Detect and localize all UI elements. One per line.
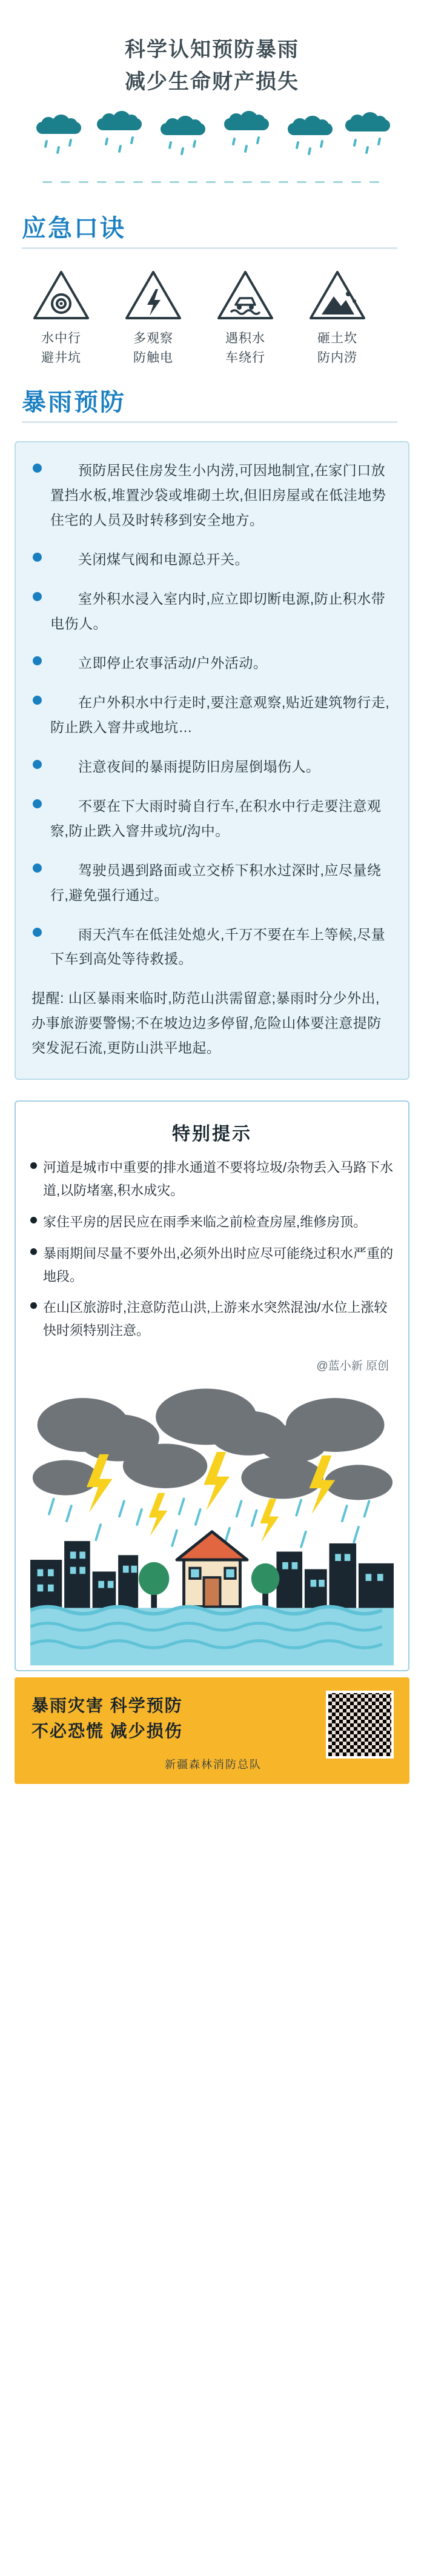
prevention-text: 在户外积水中行走时,要注意观察,贴近建筑物行走,防止跌入窨井或地坑… [50, 694, 390, 735]
cloud-icon [36, 115, 81, 135]
qr-code-pattern [328, 1693, 391, 1756]
cloud-icon [97, 111, 142, 131]
list-item [31, 754, 393, 779]
prevention-card [15, 441, 409, 1080]
rain-cloud-decoration [30, 108, 394, 175]
bullet-dot-icon [30, 1162, 37, 1169]
header-line-2: 减少生命财产损失 [125, 70, 299, 93]
list-item [31, 922, 393, 972]
list-item [30, 1211, 394, 1234]
bullet-dot-icon [33, 656, 42, 665]
mnemonic-caption-4 [304, 329, 371, 367]
bullet-dot-icon [33, 864, 42, 873]
whirlpool-warning-icon [32, 270, 90, 321]
bullet-dot-icon [33, 696, 42, 705]
section-title-prevention: 暴雨预防 [22, 389, 126, 416]
prevention-text: 注意夜间的暴雨提防旧房屋倒塌伤人。 [78, 758, 320, 774]
cloud-icon [288, 116, 333, 136]
bullet-dot-icon [33, 760, 42, 769]
footer-banner [15, 1677, 409, 1784]
prevention-text: 预防居民住房发生小内涝,可因地制宜,在家门口放置挡水板,堆置沙袋或堆砌土坎,但旧房屋或在低洼地势住宅的人员及时转移到安全地方。 [50, 462, 386, 528]
caption-line-1: 遇积水 [225, 331, 265, 346]
cloud-icon [224, 111, 269, 131]
dashed-divider [42, 179, 382, 187]
special-tips-card [15, 1100, 409, 1671]
list-item [30, 1296, 394, 1342]
caption-line-1: 砸土坎 [317, 331, 357, 346]
bullet-dot-icon [30, 1302, 37, 1309]
landslide-warning-icon [308, 270, 366, 321]
list-item [30, 1242, 394, 1288]
title-rule [22, 421, 397, 423]
mnemonic-caption-1 [28, 329, 94, 367]
footer-line-1: 暴雨灾害 科学预防 [31, 1696, 183, 1715]
caption-line-1: 多观察 [133, 331, 173, 346]
mnemonic-item-4 [304, 270, 371, 367]
special-text: 在山区旅游时,注意防范山洪,上游来水突然混浊/水位上涨较快时须特别注意。 [43, 1300, 388, 1339]
caption-line-2: 避井坑 [41, 350, 81, 365]
cloud-icon [161, 116, 205, 136]
prevention-text: 立即停止农事活动/户外活动。 [78, 655, 268, 671]
list-item [31, 794, 393, 844]
mnemonic-item-2 [120, 270, 187, 367]
cloud-icon [345, 112, 390, 133]
mnemonic-caption-2 [120, 329, 187, 367]
bullet-dot-icon [33, 464, 42, 473]
flooded-car-warning-icon [216, 270, 274, 321]
special-text: 河道是城市中重要的排水通道不要将垃圾/杂物丢入马路下水道,以防堵塞,积水成灾。 [43, 1160, 394, 1199]
bullet-dot-icon [33, 799, 42, 808]
special-text: 家住平房的居民应在雨季来临之前检查房屋,维修房顶。 [43, 1214, 367, 1230]
prevention-text: 室外积水浸入室内时,应立即切断电源,防止积水带电伤人。 [50, 591, 386, 632]
mnemonic-icon-row [0, 249, 424, 367]
list-item [31, 651, 393, 676]
list-item [31, 587, 393, 636]
footer-org: 新疆森林消防总队 [165, 1758, 262, 1771]
bullet-dot-icon [30, 1217, 37, 1223]
special-text: 暴雨期间尽量不要外出,必须外出时应尽可能绕过积水严重的地段。 [43, 1245, 394, 1284]
list-item [31, 547, 393, 572]
list-item [30, 1156, 394, 1202]
mnemonic-item-3 [212, 270, 279, 367]
qr-code[interactable] [326, 1691, 394, 1759]
lightning-warning-icon [124, 270, 182, 321]
prevention-text: 关闭煤气阀和电源总开关。 [78, 551, 249, 568]
section-prevention [0, 367, 424, 1080]
list-item [31, 858, 393, 908]
caption-line-2: 防内涝 [317, 350, 357, 365]
list-item [31, 458, 393, 533]
poster-header [0, 0, 424, 193]
list-item [31, 690, 393, 740]
prevention-text: 雨天汽车在低洼处熄火,千万不要在车上等候,尽量下车到高处等待救援。 [50, 926, 386, 967]
prevention-note: 提醒: 山区暴雨来临时,防范山洪需留意;暴雨时分少外出,办事旅游要警惕;不在坡边边多停留,危险山体要注意提防突发泥石流,更防山洪平地起。 [31, 990, 382, 1056]
storm-city-illustration [30, 1379, 394, 1670]
caption-line-2: 防触电 [133, 350, 173, 365]
section-title-mnemonic: 应急口诀 [22, 215, 126, 242]
prevention-text: 驾驶员遇到路面或立交桥下积水过深时,应尽量绕行,避免强行通过。 [50, 862, 382, 903]
section-title-special: 特别提示 [172, 1124, 252, 1145]
mnemonic-item-1 [28, 270, 94, 367]
footer-line-2: 不必恐慌 减少损伤 [31, 1721, 183, 1740]
bullet-dot-icon [33, 553, 42, 562]
bullet-dot-icon [30, 1248, 37, 1255]
credit-label: @蓝小新 原创 [316, 1359, 389, 1373]
header-line-1: 科学认知预防暴雨 [125, 38, 299, 61]
bullet-dot-icon [33, 592, 42, 601]
caption-line-1: 水中行 [41, 331, 81, 346]
mnemonic-caption-3 [212, 329, 279, 367]
caption-line-2: 车绕行 [225, 350, 265, 365]
prevention-text: 不要在下大雨时骑自行车,在积水中行走要注意观察,防止跌入窨井或坑/沟中。 [50, 797, 382, 839]
bullet-dot-icon [33, 928, 42, 937]
section-mnemonic [0, 193, 424, 367]
